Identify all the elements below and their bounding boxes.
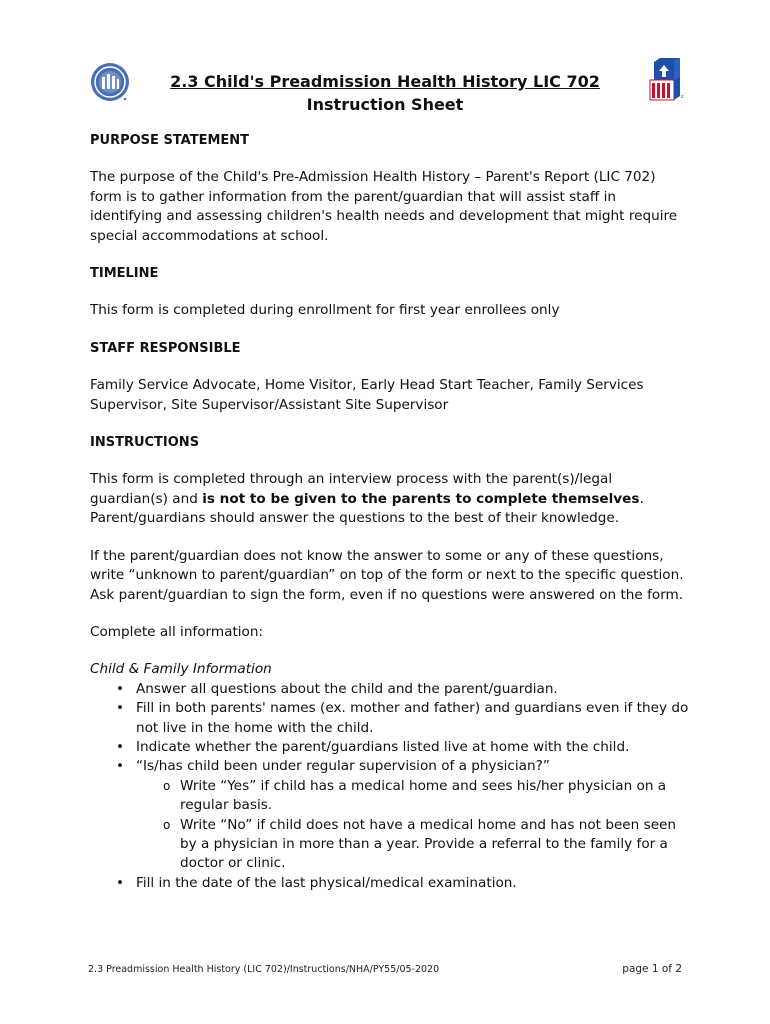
timeline-heading: TIMELINE (90, 266, 159, 282)
sub-list-item: o Write “No” if child does not have a medical home and has not been seen by a physician in more than a year. Provide a referral to the family for a doctor or clinic. (180, 816, 690, 874)
instructions-paragraph-2: If the parent/guardian does not know the answer to some or any of these questions, write “unknown to parent/guardian” on top of the form or next to the specific question. Ask parent/guardian to sign the form, even if no questions were answered on the form. (90, 547, 684, 603)
list-item-text: “Is/has child been under regular supervision of a physician?” (136, 758, 550, 775)
physician-sub-list (136, 777, 690, 874)
list-item: • Fill in both parents' names (ex. mother and father) and guardians even if they do not live in the home with the child. (136, 699, 690, 738)
list-item: • Indicate whether the parent/guardians listed live at home with the child. (136, 738, 690, 757)
timeline-text: This form is completed during enrollment for first year enrollees only (90, 302, 560, 319)
footer-document-id: 2.3 Preadmission Health History (LIC 702)/Instructions/NHA/PY55/05-2020 (88, 964, 440, 975)
purpose-text: The purpose of the Child's Pre-Admission Health History – Parent's Report (LIC 702) form is to gather information from the parent/guardian that will assist staff in identifying and assessing children's health needs and development that might require special accommodations at school. (90, 169, 678, 244)
p1-start: This form is completed through an interview process with the parent(s)/legal guardian(s) and (90, 471, 613, 507)
list-item: • Answer all questions about the child and the parent/guardian. (136, 680, 690, 699)
footer-page-number: page 1 of 2 (622, 963, 682, 975)
instructions-bullet-list (90, 680, 690, 893)
title-line-2: Instruction Sheet (306, 95, 464, 114)
svg-text:c: c (681, 94, 684, 100)
staff-text: Family Service Advocate, Home Visitor, Early Head Start Teacher, Family Services Supervisor, Site Supervisor/Assistant Site Supervisor (90, 377, 644, 413)
document-title (140, 70, 630, 116)
title-line-1: 2.3 Child's Preadmission Health History LIC 702 (170, 72, 600, 91)
p1-bold: is not to be given to the parents to complete themselves (202, 490, 640, 507)
staff-heading: STAFF RESPONSIBLE (90, 340, 241, 356)
instructions-paragraph-1 (90, 470, 690, 528)
list-item: • Fill in the date of the last physical/medical examination. (136, 874, 690, 893)
purpose-heading: PURPOSE STATEMENT (90, 133, 250, 148)
sub-list-item: o Write “Yes” if child has a medical home and sees his/her physician on a regular basis. (180, 777, 690, 816)
head-start-blocks-logo (648, 58, 684, 102)
agency-seal-logo (90, 62, 130, 102)
instructions-heading: INSTRUCTIONS (90, 435, 200, 451)
list-item-physician (136, 757, 690, 873)
p1-end: . Parent/guardians should answer the questions to the best of their knowledge. (90, 490, 644, 527)
child-family-subheading: Child & Family Information (90, 661, 272, 678)
document-body (90, 131, 690, 893)
instructions-paragraph-3: Complete all information: (90, 623, 264, 640)
